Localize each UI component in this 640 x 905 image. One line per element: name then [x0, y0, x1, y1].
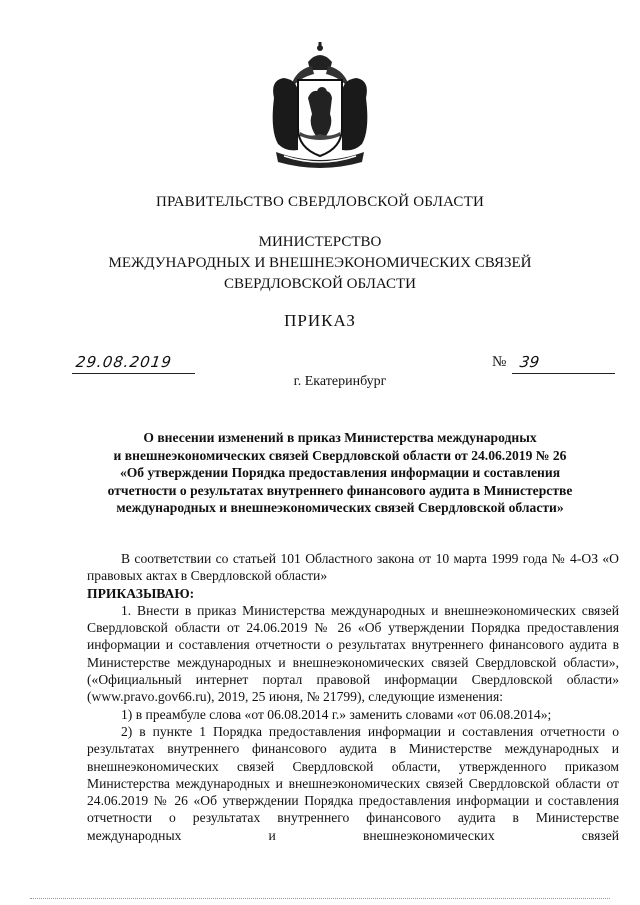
city: г. Екатеринбург [293, 374, 387, 389]
preamble-paragraph: В соответствии со статьей 101 Областного закона от 10 марта 1999 года № 4-ОЗ «О правовых актах в Свердловской области» [87, 551, 619, 584]
heading-line: О внесении изменений в приказ Министерства международных [143, 430, 537, 445]
ministry-line: СВЕРДЛОВСКОЙ ОБЛАСТИ [223, 276, 416, 292]
subparagraph-2: 2) в пункте 1 Порядка предоставления информации и составления отчетности о результатах внутреннего финансового аудита в Министерстве международных и внешнеэкономических связей Свердловской области, утвержденного приказом Министерства международных и внешнеэкономических связей Свердловской области от 24.06.2019 № 26 «Об утверждении Порядка предоставления информации и составления отчетности о результатах внутреннего финансового аудита в Министерстве международных и внешнеэкономических связей [87, 723, 619, 843]
order-number: 39 [518, 353, 541, 371]
document-body [87, 550, 619, 844]
heading-line: «Об утверждении Порядка предоставления информации и составления [119, 465, 561, 480]
ministry-name [0, 232, 640, 295]
heading-line: отчетности о результатах внутреннего финансового аудита в Министерстве [107, 482, 573, 498]
subparagraph-1: 1) в преамбуле слова «от 06.08.2014 г.» заменить словами «от 06.08.2014»; [121, 706, 552, 722]
paragraph-1: 1. Внести в приказ Министерства международных и внешнеэкономических связей Свердловской области от 24.06.2019 № 26 «Об утверждении Порядка предоставления информации и составления отчетности о результатах внутреннего финансового аудита в Министерстве международных и внешнеэкономических связей Свердловской области», («Официальный интернет портал правовой информации Свердловской области» (www.pravo.gov66.ru), 2019, 25 июня, № 21799), следующие изменения: [87, 602, 619, 705]
order-heading [70, 429, 610, 517]
ministry-line: МЕЖДУНАРОДНЫХ И ВНЕШНЕЭКОНОМИЧЕСКИХ СВЯЗЕЙ [108, 255, 532, 271]
number-label: № [492, 354, 507, 370]
order-date: 29.08.2019 [74, 353, 174, 371]
coat-of-arms-icon [264, 40, 376, 170]
ministry-line: МИНИСТЕРСТВО [258, 234, 382, 250]
page-footer-trace [30, 898, 610, 900]
document-type-title: ПРИКАЗ [284, 311, 356, 330]
government-title: ПРАВИТЕЛЬСТВО СВЕРДЛОВСКОЙ ОБЛАСТИ [155, 194, 485, 210]
heading-line: и внешнеэкономических связей Свердловской области от 24.06.2019 № 26 [113, 447, 567, 463]
heading-line: международных и внешнеэкономических связей Свердловской области» [116, 500, 564, 515]
orders-keyword: ПРИКАЗЫВАЮ: [87, 585, 195, 601]
